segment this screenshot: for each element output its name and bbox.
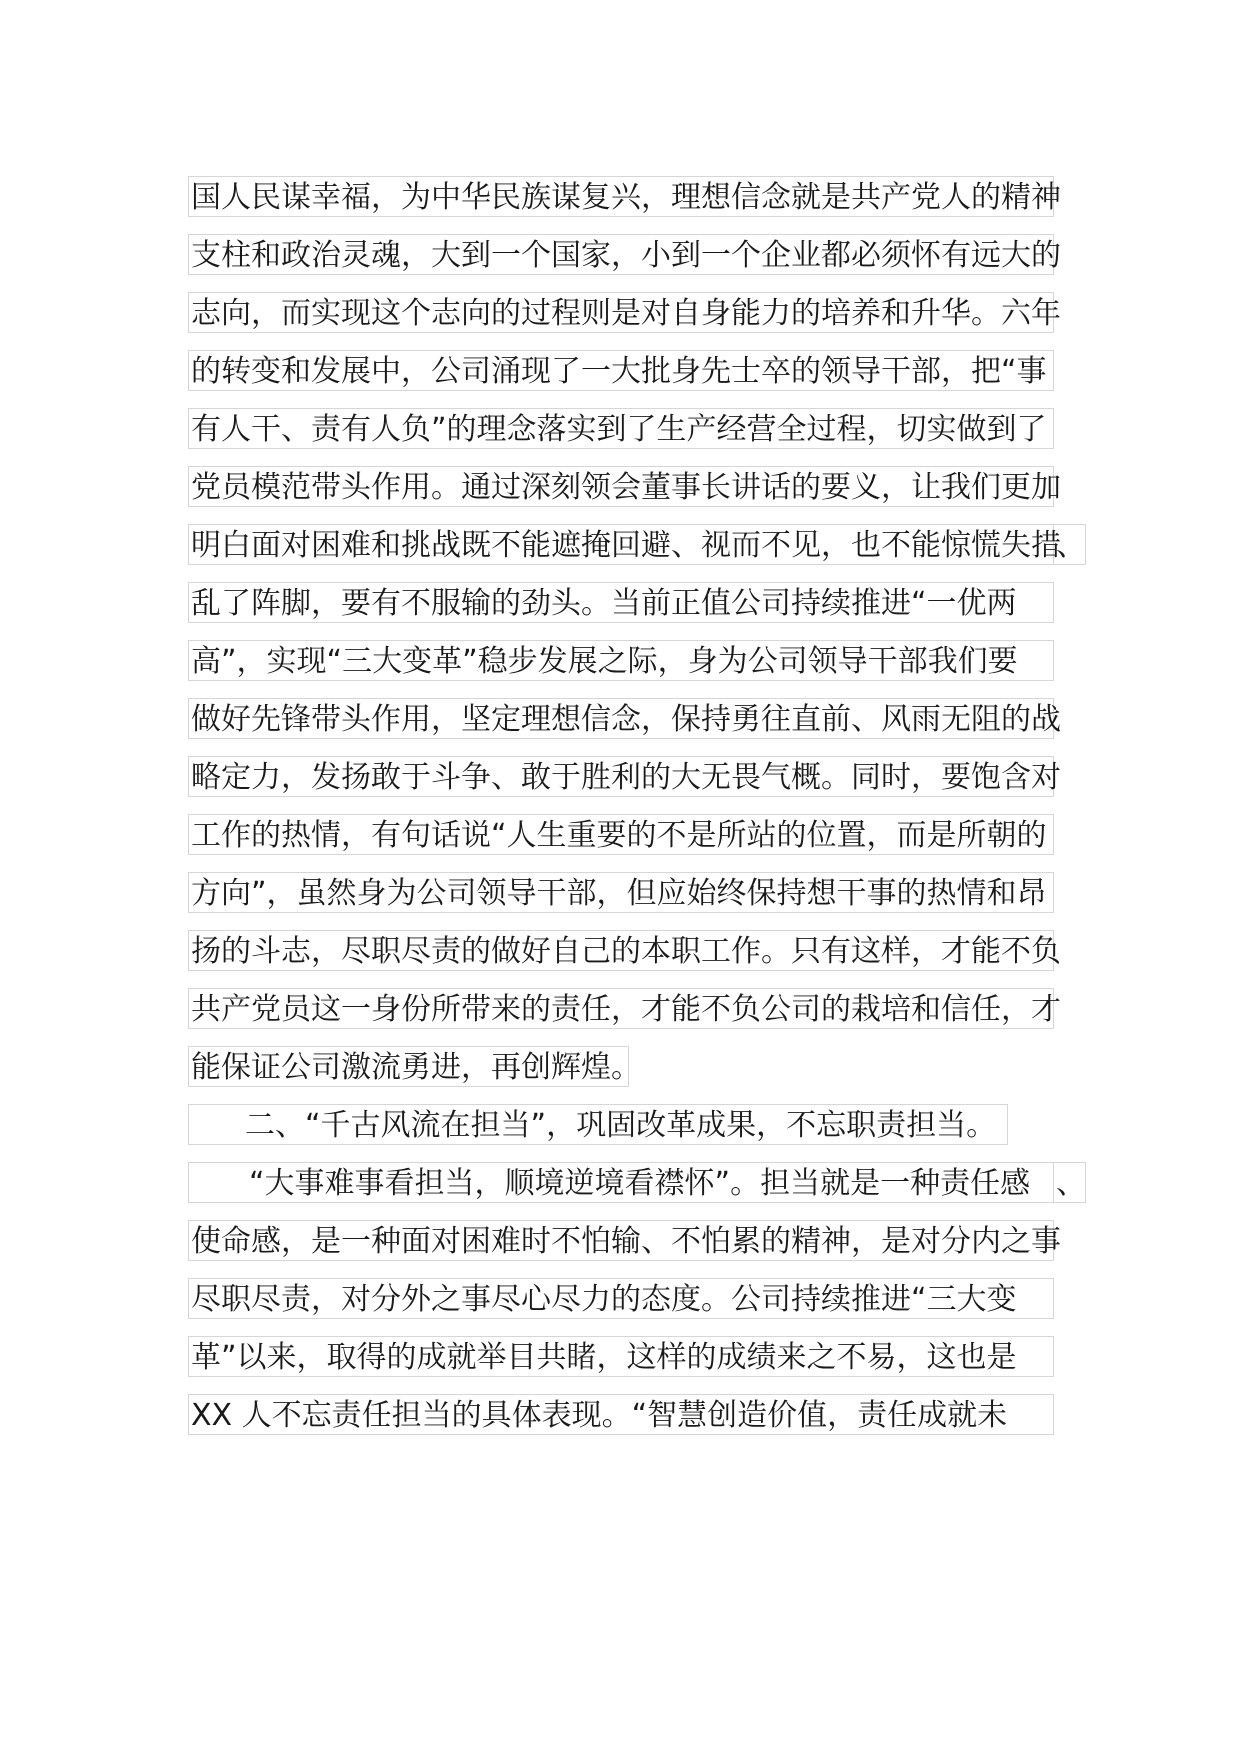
- text-line: 略定力，发扬敢于斗争、敢于胜利的大无畏气概。同时，要饱含对: [188, 756, 1054, 797]
- overflow-punctuation: 、: [1054, 1162, 1086, 1203]
- text-line: 使命感，是一种面对困难时不怕输、不怕累的精神，是对分内之事: [188, 1220, 1054, 1261]
- overflow-punctuation: 、: [1054, 524, 1086, 565]
- text-line: 工作的热情，有句话说“人生重要的不是所站的位置，而是所朝的: [188, 814, 1054, 855]
- text-line: 乱了阵脚，要有不服输的劲头。当前正值公司持续推进“一优两: [188, 582, 1054, 623]
- text-line: 有人干、责有人负”的理念落实到了生产经营全过程，切实做到了: [188, 408, 1054, 449]
- text-line: 明白面对困难和挑战既不能遮掩回避、视而不见，也不能惊慌失措: [188, 524, 1054, 565]
- paragraph-first-line: “大事难事看担当，顺境逆境看襟怀”。担当就是一种责任感: [188, 1162, 1054, 1203]
- text-line: 做好先锋带头作用，坚定理想信念，保持勇往直前、风雨无阻的战: [188, 698, 1054, 739]
- text-line: 党员模范带头作用。通过深刻领会董事长讲话的要义，让我们更加: [188, 466, 1054, 507]
- text-line: 共产党员这一身份所带来的责任，才能不负公司的栽培和信任，才: [188, 988, 1054, 1029]
- text-line: 高”，实现“三大变革”稳步发展之际，身为公司领导干部我们要: [188, 640, 1054, 681]
- text-line: 支柱和政治灵魂，大到一个国家，小到一个企业都必须怀有远大的: [188, 234, 1054, 275]
- text-line: 尽职尽责，对分外之事尽心尽力的态度。公司持续推进“三大变: [188, 1278, 1054, 1319]
- text-line: 方向”，虽然身为公司领导干部，但应始终保持想干事的热情和昂: [188, 872, 1054, 913]
- text-line: XX 人不忘责任担当的具体表现。“智慧创造价值，责任成就未: [188, 1394, 1054, 1435]
- text-line: 革”以来，取得的成就举目共睹，这样的成绩来之不易，这也是: [188, 1336, 1054, 1377]
- text-line: 扬的斗志，尽职尽责的做好自己的本职工作。只有这样，才能不负: [188, 930, 1054, 971]
- text-line: 志向，而实现这个志向的过程则是对自身能力的培养和升华。六年: [188, 292, 1054, 333]
- paragraph-end-line: 能保证公司激流勇进，再创辉煌。: [188, 1046, 629, 1087]
- text-line: 的转变和发展中，公司涌现了一大批身先士卒的领导干部，把“事: [188, 350, 1054, 391]
- text-line: 国人民谋幸福，为中华民族谋复兴，理想信念就是共产党人的精神: [188, 176, 1054, 217]
- section-heading: 二、“千古风流在担当”，巩固改革成果，不忘职责担当。: [188, 1104, 1008, 1145]
